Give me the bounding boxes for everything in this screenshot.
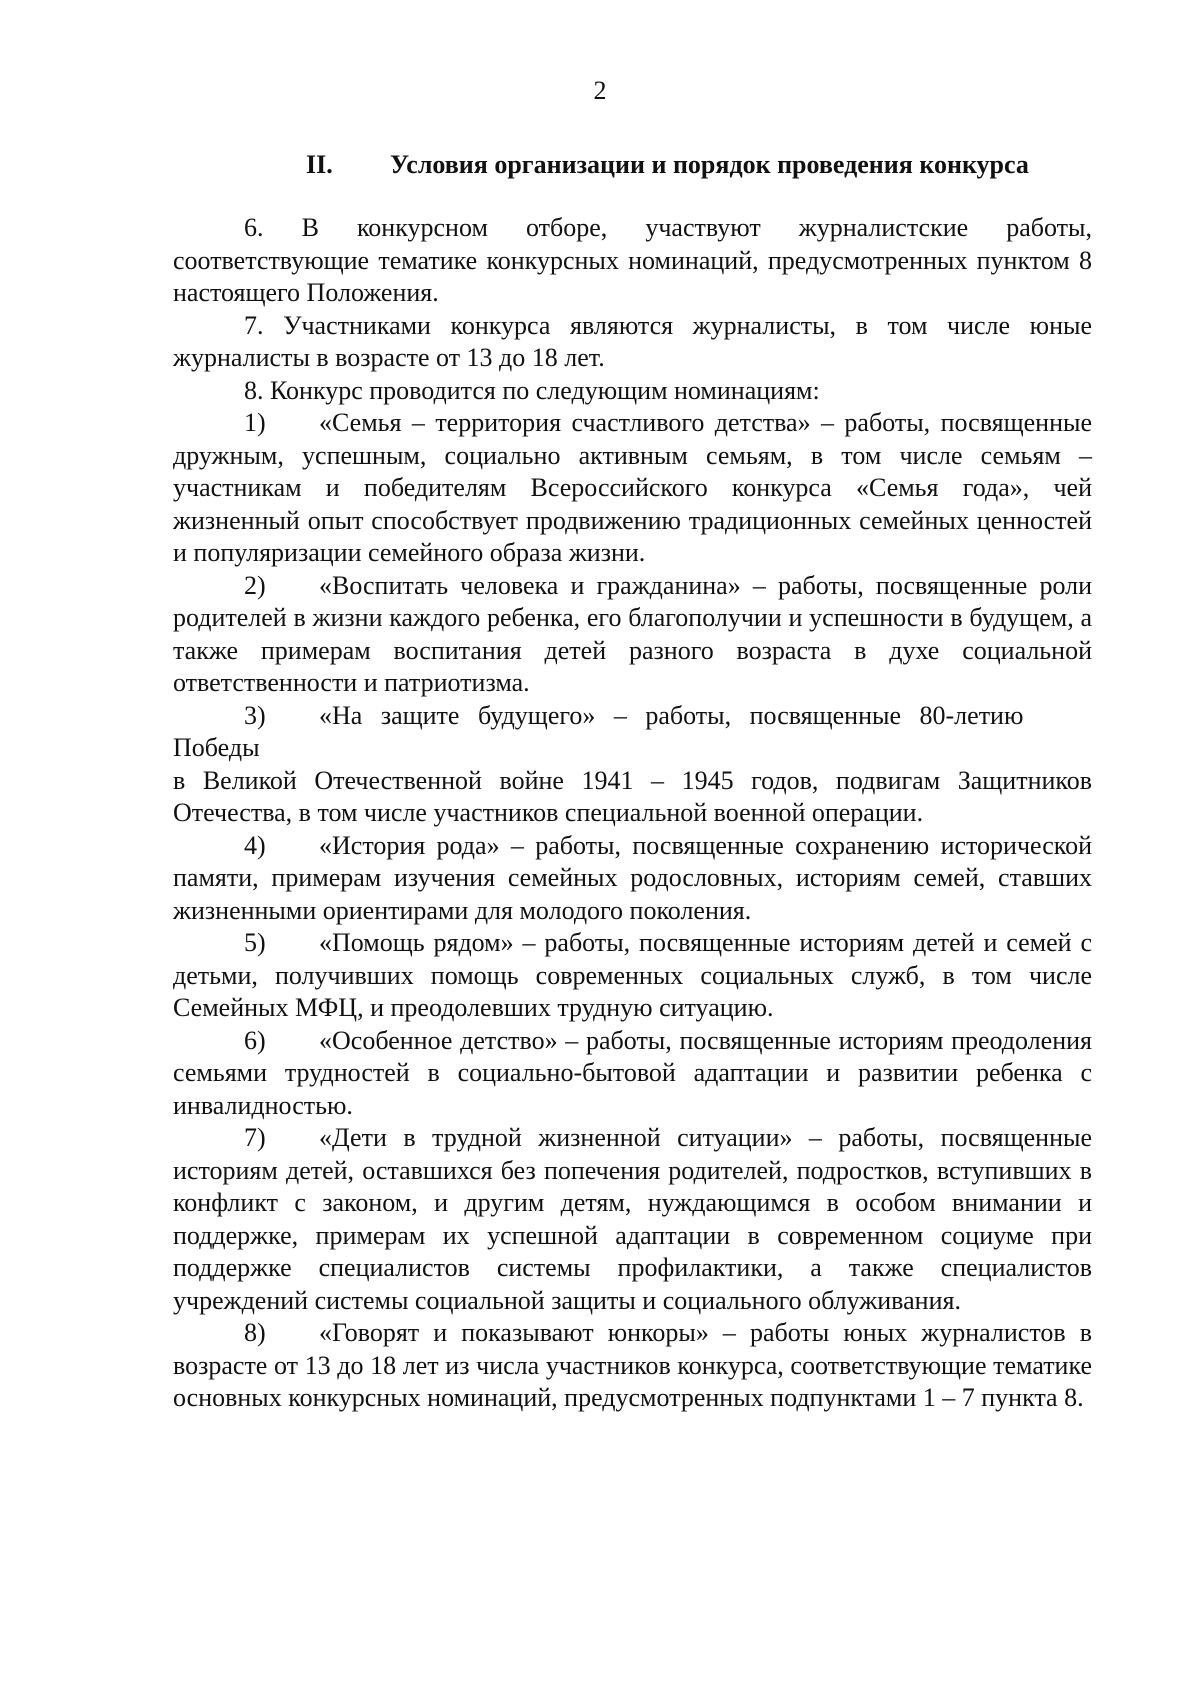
nomination-number: 5) [244,928,266,957]
nomination-item-4 [173,830,1092,928]
paragraph-7: 7. Участниками конкурса являются журналисты, в том числе юные журналисты в возрасте от 13 до 18 лет. [173,310,1092,372]
nomination-item-3 [173,700,1092,765]
nomination-number: 3) [244,700,266,730]
section-heading [306,150,1106,180]
nomination-item-7 [173,1122,1092,1317]
document-body [173,212,1092,1415]
nomination-item-2 [173,570,1092,700]
paragraph-6: 6. В конкурсном отборе, участвуют журналистские работы, соответствующие тематике конкурсных номинаций, предусмотренных пунктом 8 настоящего Положения. [173,213,1092,307]
nomination-number: 2) [244,570,266,600]
nomination-item-8 [173,1317,1092,1415]
nomination-text: «Особенное детство» – работы, посвященные историям преодоления семьями трудностей в социально-бытовой адаптации и развитии ребенка с инвалидностью. [173,1025,1092,1120]
nomination-text: «Воспитать человека и гражданина» – работы, посвященные роли родителей в жизни каждого ребенка, его благополучии и успешности в будущем, а также примерам воспитания детей разного возраста в духе социальной ответственности и патриотизма. [173,570,1092,697]
nomination-text-first-line: «На защите будущего» – работы, посвященные 80-летию Победы [173,700,1024,762]
nomination-text: «Дети в трудной жизненной ситуации» – работы, посвященные историям детей, оставшихся без попечения родителей, подростков, вступивших в конфликт с законом, и другим детям, нуждающимся в особом внимании и поддержке, примерам их успешной адаптации в современном социуме при поддержке специалистов системы профилактики, а также специалистов учреждений системы социальной защиты и социального облуживания. [173,1123,1092,1315]
nomination-number: 8) [244,1318,266,1347]
nomination-number: 1) [244,408,266,437]
nomination-text: «Помощь рядом» – работы, посвященные историям детей и семей с детьми, получивших помощь современных социальных служб, в том числе Семейных МФЦ, и преодолевших трудную ситуацию. [173,928,1092,1022]
page-number: 2 [593,76,607,105]
nomination-item-1 [173,407,1092,570]
nomination-text: «Говорят и показывают юнкоры» – работы юных журналистов в возрасте от 13 до 18 лет из числа участников конкурса, соответствующие тематике основных конкурсных номинаций, предусмотренных подпунктами 1 – 7 пункта 8. [173,1318,1092,1412]
paragraph-8: 8. Конкурс проводится по следующим номинациям: [244,375,820,405]
nomination-number: 6) [244,1025,266,1055]
nomination-text: «История рода» – работы, посвященные сохранению исторической памяти, примерам изучения семейных родословных, историям семей, ставших жизненными ориентирами для молодого поколения. [173,830,1092,925]
section-title: Условия организации и порядок проведения конкурса [390,150,1029,179]
nomination-item-5 [173,927,1092,1025]
nomination-number: 7) [244,1123,266,1152]
nomination-number: 4) [244,830,266,860]
nomination-text: «Семья – территория счастливого детства» – работы, посвященные дружным, успешным, социально активным семьям, в том числе семьям – участникам и победителям Всероссийского конкурса «Семья года», чей жизненный опыт способствует продвижению традиционных семейных ценностей и популяризации семейного образа жизни. [173,408,1092,567]
nomination-item-6 [173,1025,1092,1123]
nomination-item-3-continuation: в Великой Отечественной войне 1941 – 1945 годов, подвигам Защитников Отечества, в том числе участников специальной военной операции. [173,765,1092,827]
section-roman-numeral: II. [306,150,333,179]
